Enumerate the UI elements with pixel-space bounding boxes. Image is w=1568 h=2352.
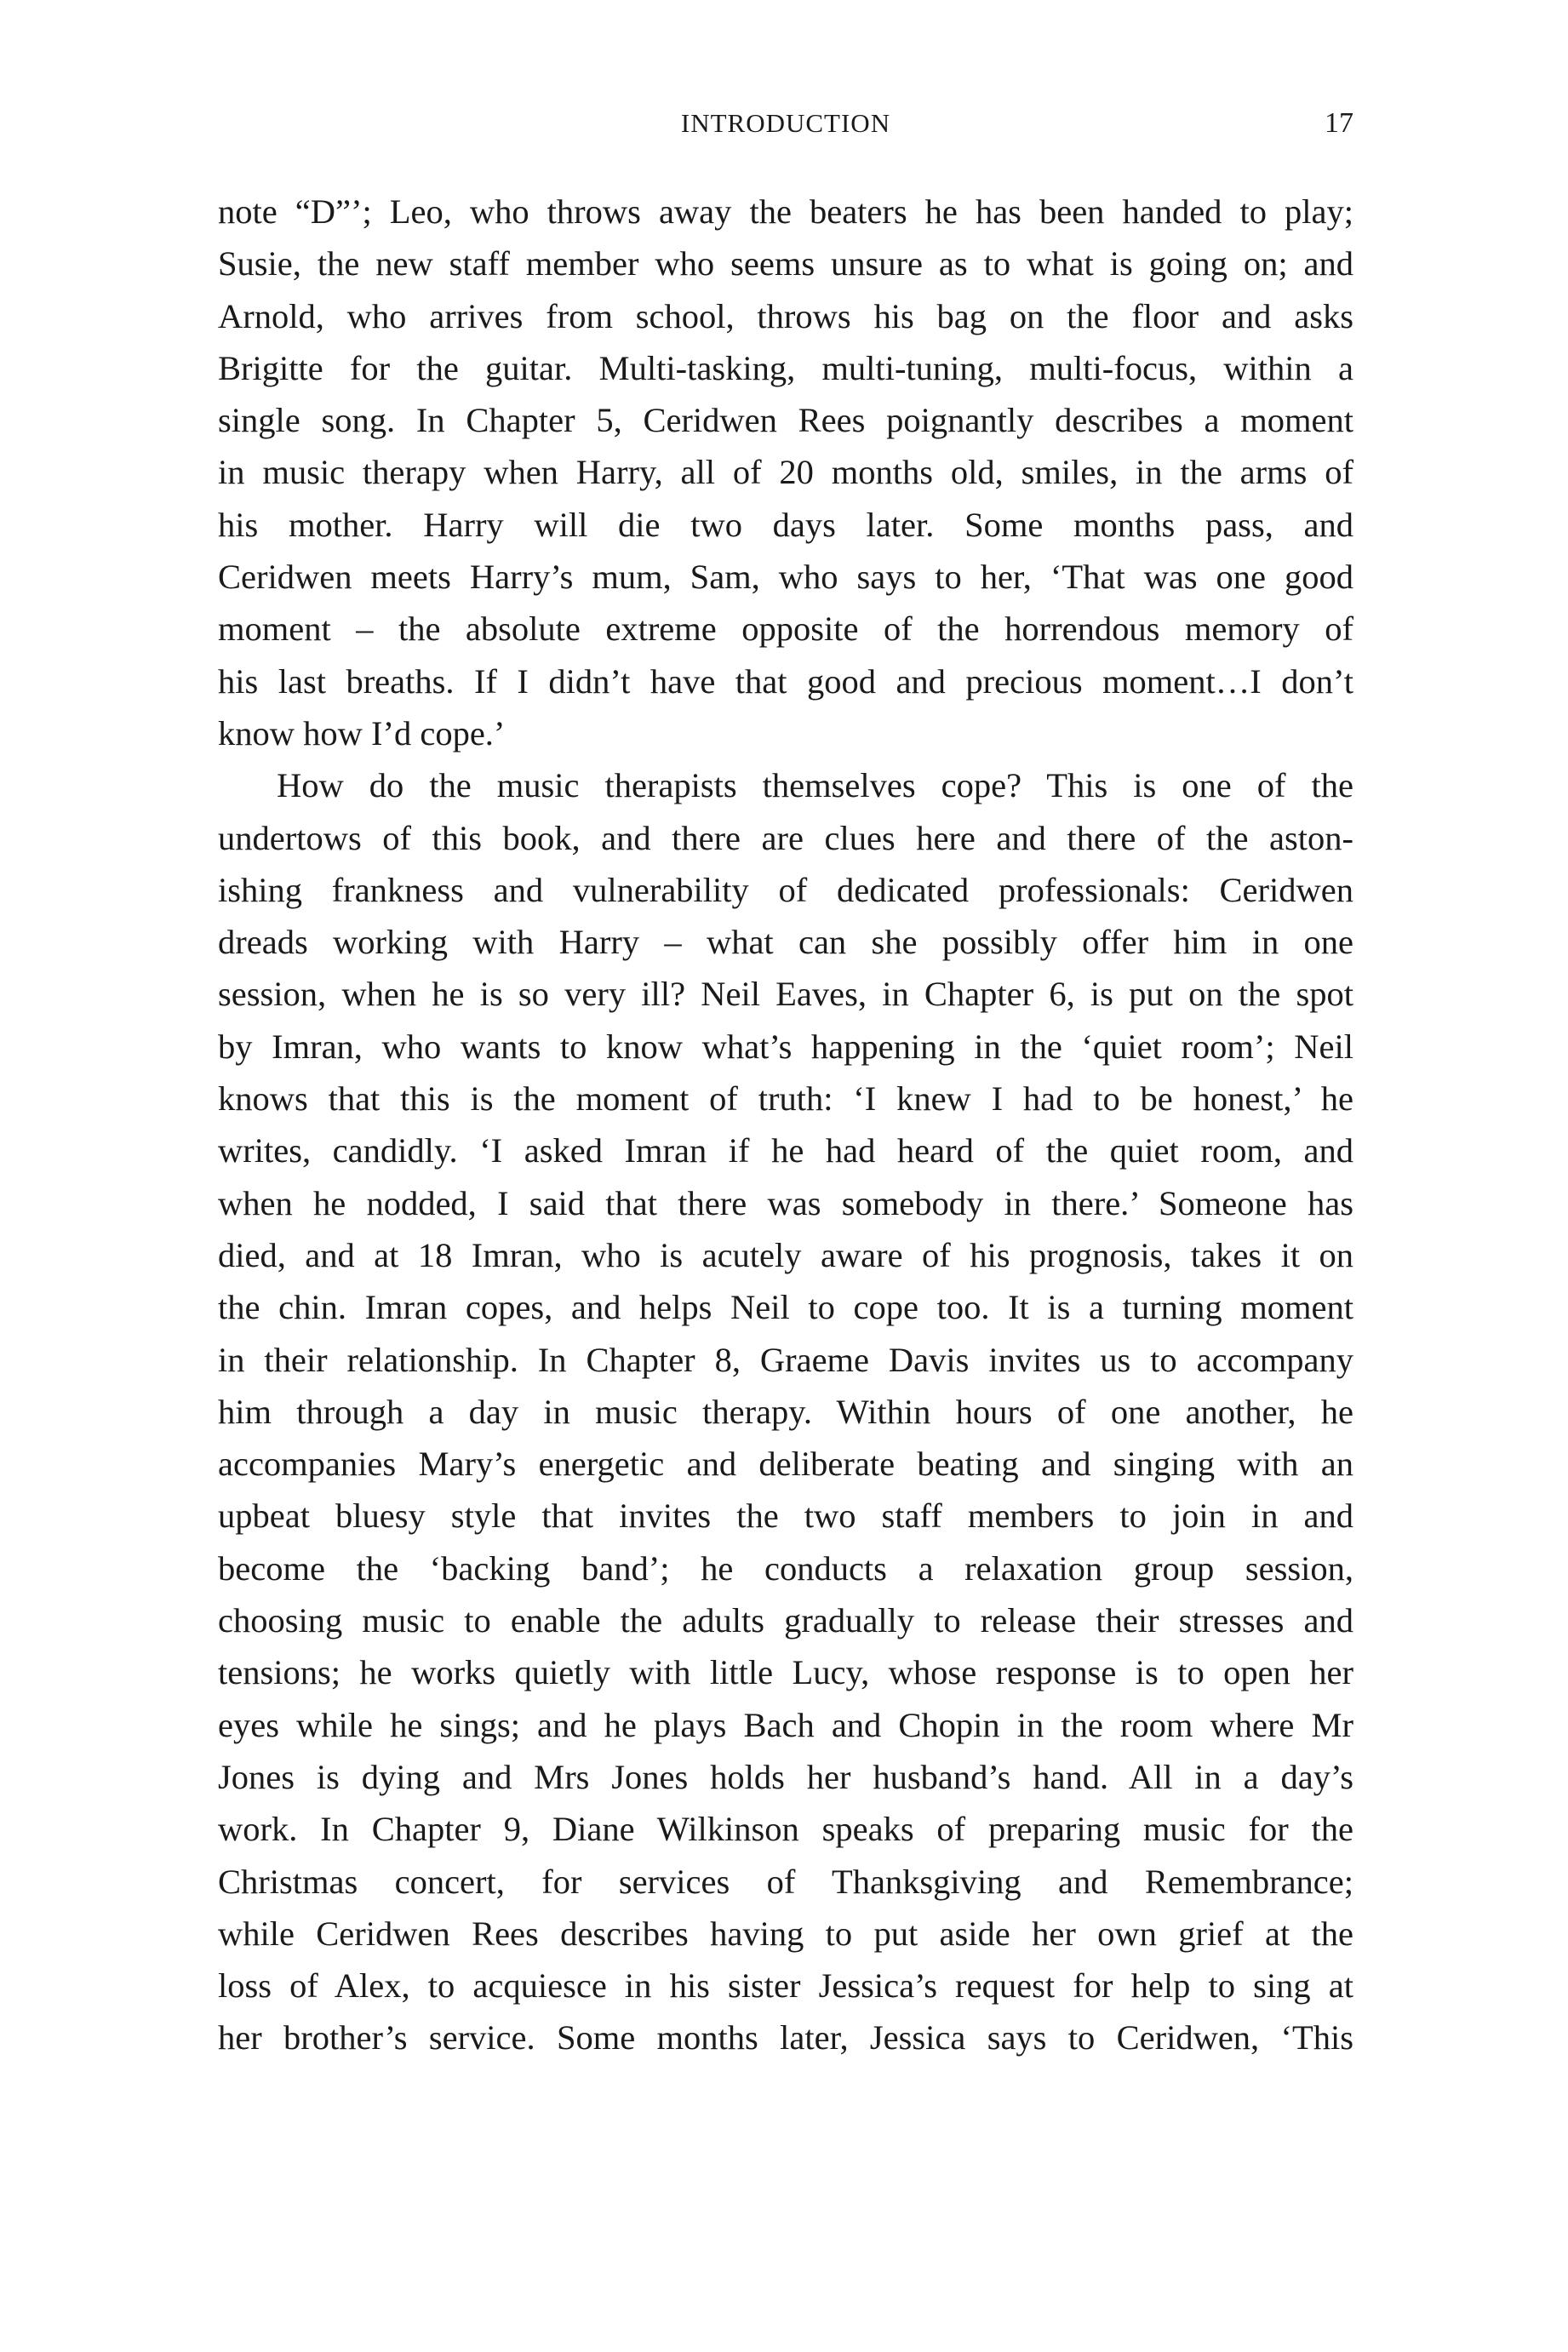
text-line: writes, candidly. ‘I asked Imran if he had heard of the quiet room, and xyxy=(218,1131,1353,1170)
text-line: choosing music to enable the adults gradually to release their stresses and xyxy=(218,1601,1353,1640)
text-line: single song. In Chapter 5, Ceridwen Rees poignantly describes a moment xyxy=(218,401,1353,440)
text-line: Christmas concert, for services of Thanksgiving and Remembrance; xyxy=(218,1862,1353,1901)
text-line: his mother. Harry will die two days later. Some months pass, and xyxy=(218,505,1353,544)
text-line: Arnold, who arrives from school, throws his bag on the floor and asks xyxy=(218,296,1353,335)
text-line: undertows of this book, and there are clues here and there of the aston- xyxy=(218,818,1353,857)
text-line: Brigitte for the guitar. Multi-tasking, multi-tuning, multi-focus, within a xyxy=(218,348,1353,387)
text-line: his last breaths. If I didn’t have that good and precious moment…I don’t xyxy=(218,661,1353,701)
text-line: ishing frankness and vulnerability of dedicated professionals: Ceridwen xyxy=(218,870,1353,909)
running-head xyxy=(218,102,1353,145)
text-line: died, and at 18 Imran, who is acutely aware of his prognosis, takes it on xyxy=(218,1235,1353,1274)
text-line: accompanies Mary’s energetic and deliberate beating and singing with an xyxy=(218,1445,1353,1484)
text-line: while Ceridwen Rees describes having to put aside her own grief at the xyxy=(218,1914,1353,1953)
text-line: Jones is dying and Mrs Jones holds her husband’s hand. All in a day’s xyxy=(218,1757,1353,1796)
text-line: Ceridwen meets Harry’s mum, Sam, who says to her, ‘That was one good xyxy=(218,558,1353,597)
text-line: session, when he is so very ill? Neil Eaves, in Chapter 6, is put on the spot xyxy=(218,975,1353,1014)
text-line: her brother’s service. Some months later, Jessica says to Ceridwen, ‘This xyxy=(218,2018,1353,2057)
text-line: in music therapy when Harry, all of 20 months old, smiles, in the arms of xyxy=(218,453,1353,492)
text-line: eyes while he sings; and he plays Bach and Chopin in the room where Mr xyxy=(218,1705,1353,1744)
text-line: in their relationship. In Chapter 8, Graeme Davis invites us to accompany xyxy=(218,1340,1353,1379)
paragraph-first-line: How do the music therapists themselves cope? This is one of the xyxy=(277,766,1353,805)
text-line: know how I’d cope.’ xyxy=(218,713,506,753)
text-line: note “D”’; Leo, who throws away the beaters he has been handed to play; xyxy=(218,192,1353,231)
text-line: loss of Alex, to acquiesce in his sister Jessica’s request for help to sing at xyxy=(218,1966,1353,2006)
text-line: Susie, the new staff member who seems unsure as to what is going on; and xyxy=(218,244,1353,283)
text-line: dreads working with Harry – what can she possibly offer him in one xyxy=(218,923,1353,962)
text-line: moment – the absolute extreme opposite of the horrendous memory of xyxy=(218,609,1353,649)
text-line: when he nodded, I said that there was somebody in there.’ Someone has xyxy=(218,1183,1353,1222)
running-title: INTRODUCTION xyxy=(680,108,891,138)
text-line: upbeat bluesy style that invites the two staff members to join in and xyxy=(218,1496,1353,1536)
text-line: the chin. Imran copes, and helps Neil to cope too. It is a turning moment xyxy=(218,1288,1353,1327)
page-number: 17 xyxy=(1325,107,1353,139)
text-line: him through a day in music therapy. Within hours of one another, he xyxy=(218,1392,1353,1431)
text-line: become the ‘backing band’; he conducts a relaxation group session, xyxy=(218,1548,1353,1588)
body-text xyxy=(218,186,1353,2064)
text-line: tensions; he works quietly with little Lucy, whose response is to open her xyxy=(218,1653,1353,1692)
text-line: knows that this is the moment of truth: ‘I knew I had to be honest,’ he xyxy=(218,1079,1353,1119)
text-line: work. In Chapter 9, Diane Wilkinson speaks of preparing music for the xyxy=(218,1810,1353,1849)
text-line: by Imran, who wants to know what’s happening in the ‘quiet room’; Neil xyxy=(218,1027,1353,1066)
